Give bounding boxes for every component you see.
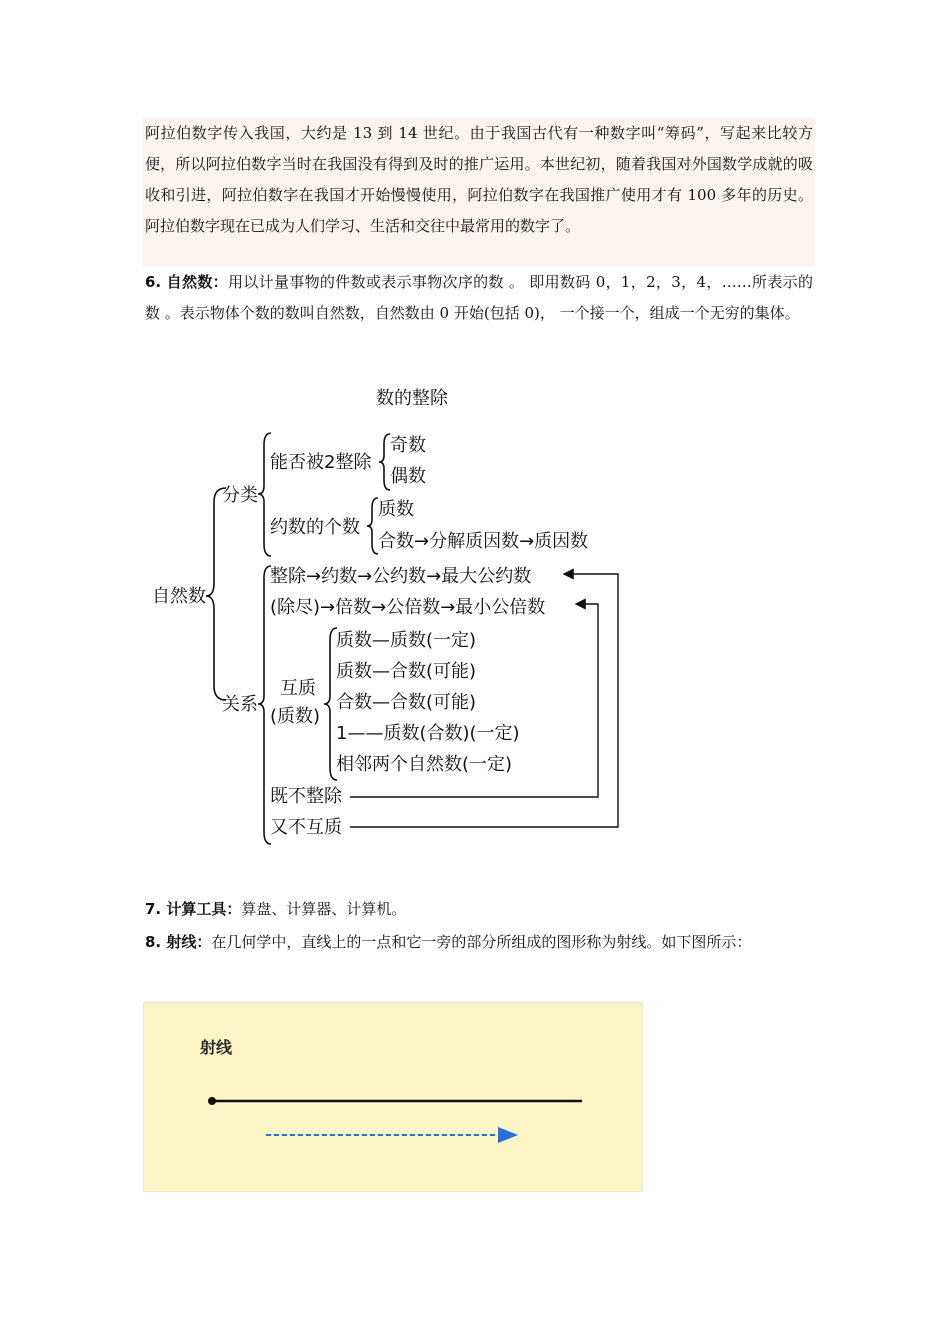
natural-number-body: 用以计量事物的件数或表示事物次序的数 。 即用数码 0，1，2，3，4，……所表示的数 。表示物体个数的数叫自然数，自然数由 0 开始(包括 0)， 一个接一个，组成一个无穷的集体。 — [145, 273, 813, 322]
divisibility-diagram — [140, 378, 640, 858]
not-divisible-label: 既不整除 — [270, 786, 342, 807]
even-label: 偶数 — [390, 466, 426, 487]
coprime-label-2: (质数) — [270, 706, 321, 727]
relation-label: 关系 — [222, 694, 258, 715]
exhaust-chain: (除尽)→倍数→公倍数→最小公倍数 — [270, 597, 546, 618]
ray-figure-svg — [144, 1003, 644, 1193]
coprime-label-1: 互质 — [280, 678, 316, 699]
natural-number-paragraph — [145, 267, 813, 329]
tools-body: 算盘、计算器、计算机。 — [241, 900, 407, 918]
coprime-item: 质数—合数(可能) — [336, 661, 477, 682]
tools-heading: 7. 计算工具： — [145, 900, 242, 918]
coprime-item: 合数—合数(可能) — [336, 692, 477, 713]
coprime-item: 1——质数(合数)(一定) — [336, 723, 520, 744]
natural-number-heading: 6. 自然数： — [145, 273, 228, 291]
composite-chain: 合数→分解质因数→质因数 — [378, 531, 589, 552]
diagram-title: 数的整除 — [376, 388, 448, 409]
coprime-item: 相邻两个自然数(一定) — [336, 754, 513, 775]
ray-paragraph — [145, 927, 813, 958]
parity-brace — [379, 434, 390, 490]
ray-body: 在几何学中，直线上的一点和它一旁的部分所组成的图形称为射线。如下图所示： — [211, 933, 752, 951]
divide-chain: 整除→约数→公约数→最大公约数 — [270, 566, 532, 587]
root-label: 自然数 — [152, 586, 206, 607]
odd-label: 奇数 — [390, 435, 426, 456]
divisor-count-label: 约数的个数 — [270, 517, 360, 538]
tools-paragraph — [145, 894, 813, 925]
coprime-item: 质数—质数(一定) — [336, 630, 477, 651]
divisor-brace — [367, 498, 378, 554]
div-by-2-label: 能否被2整除 — [270, 452, 372, 473]
not-coprime-label: 又不互质 — [270, 817, 342, 838]
root-brace — [206, 488, 226, 700]
ray-figure — [143, 1002, 643, 1192]
classify-label: 分类 — [222, 485, 258, 506]
ray-figure-label: 射线 — [200, 1038, 233, 1057]
ray-heading: 8. 射线： — [145, 933, 212, 951]
arabic-history-paragraph: 阿拉伯数字传入我国，大约是 13 到 14 世纪。由于我国古代有一种数字叫“筹码”，写起来比较方便，所以阿拉伯数字当时在我国没有得到及时的推广运用。本世纪初，随着我国对外国数学成就的吸收和引进，阿拉伯数字在我国才开始慢慢使用，阿拉伯数字在我国推广使用才有 100 多年的历史。阿拉伯数字现在已成为人们学习、生活和交往中最常用的数字了。 — [145, 124, 813, 235]
prime-label: 质数 — [378, 499, 414, 520]
